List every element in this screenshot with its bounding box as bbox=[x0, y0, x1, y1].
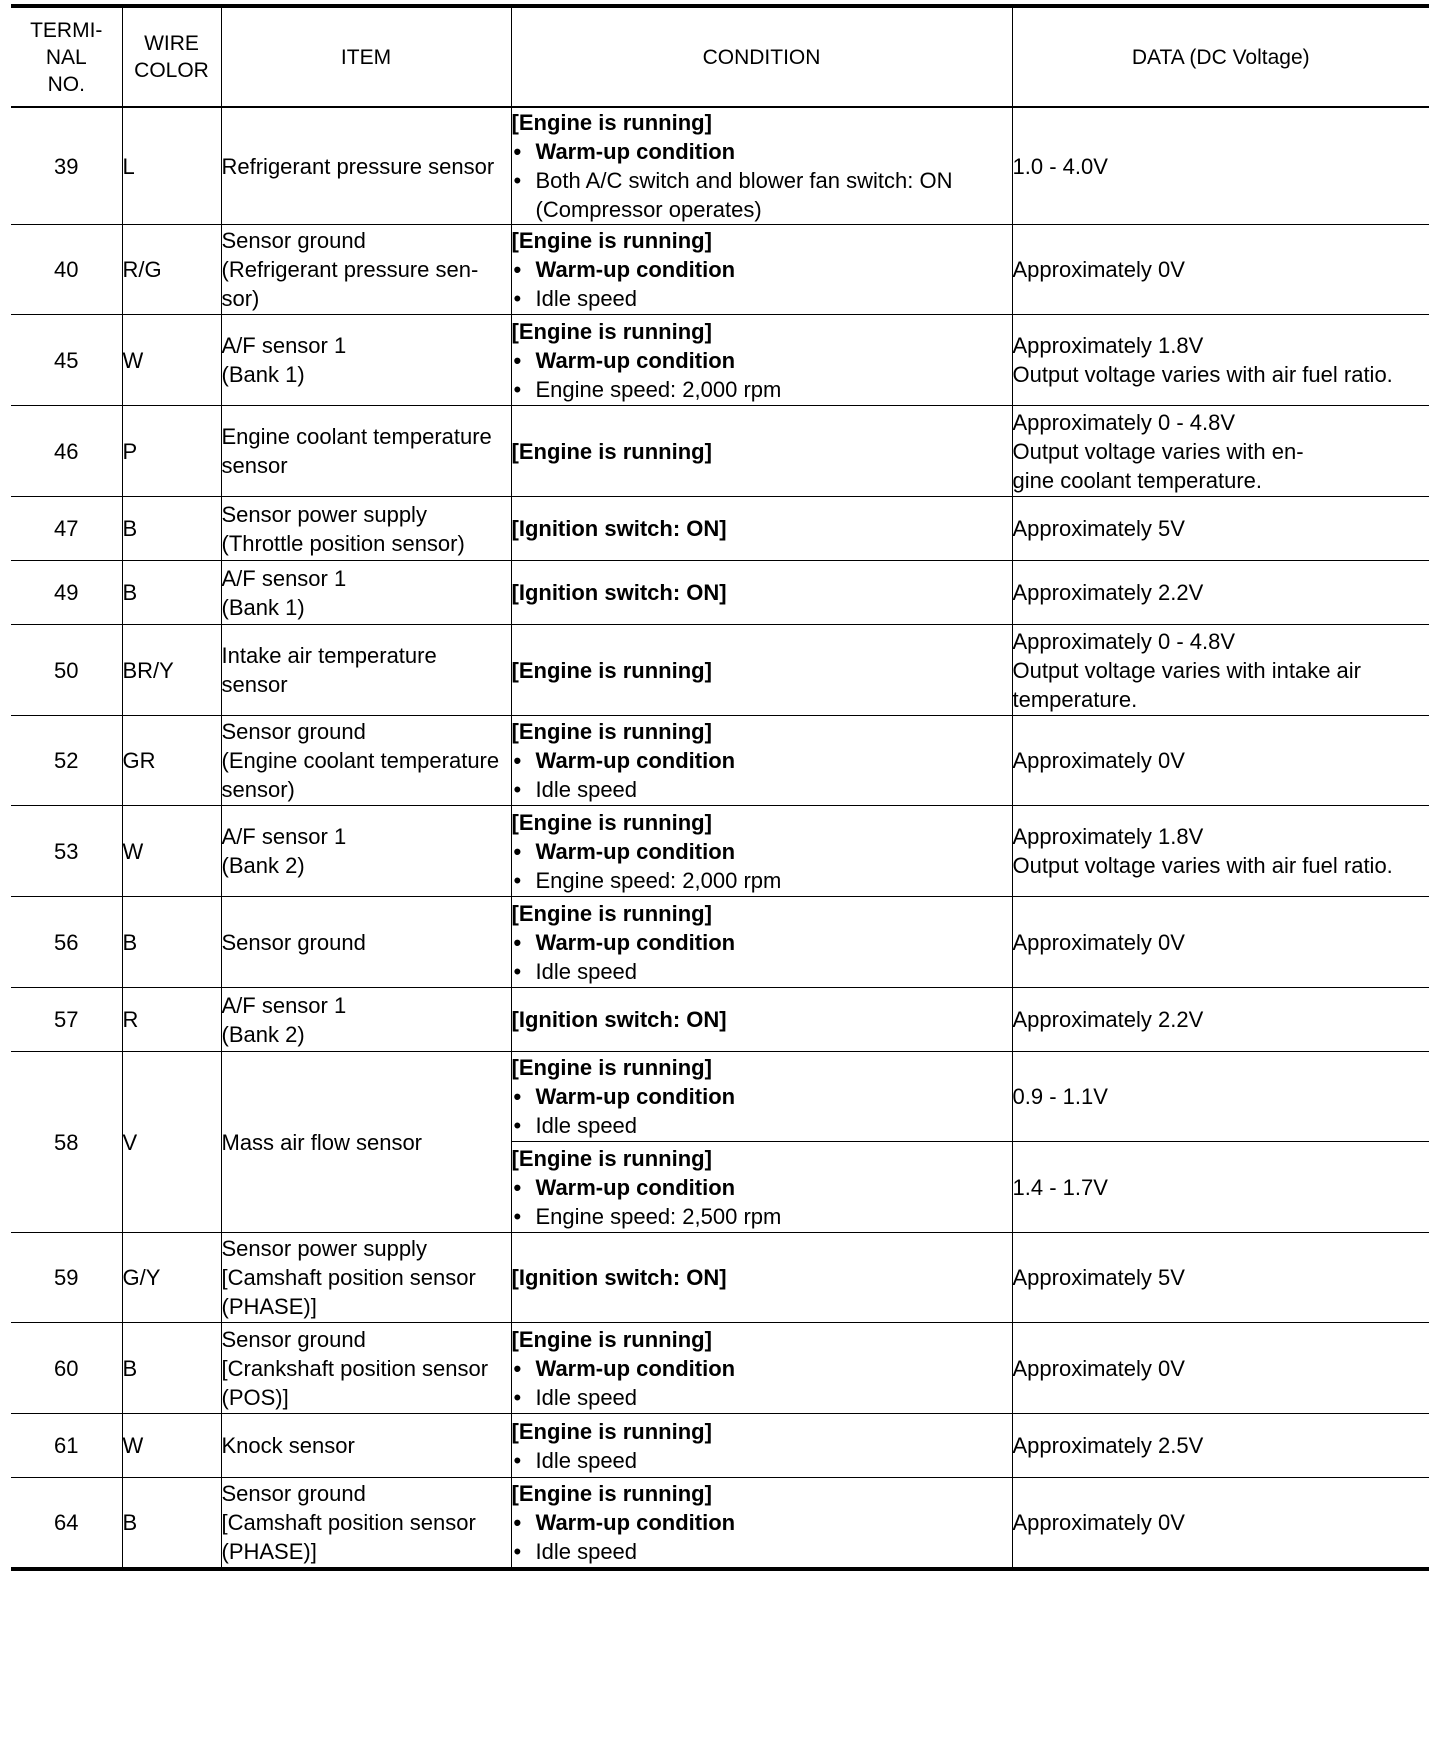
item-line: (Throttle position sensor) bbox=[221, 530, 465, 556]
data-cell bbox=[1012, 225, 1429, 315]
condition-bullet: • Idle speed bbox=[512, 1111, 1012, 1140]
condition-bullet: • Idle speed bbox=[512, 1383, 1012, 1412]
terminal-no-cell: 64 bbox=[11, 1478, 122, 1569]
condition-header: [Engine is running] bbox=[511, 900, 712, 926]
data-line: Approximately 5V bbox=[1012, 1265, 1185, 1290]
data-cell bbox=[1012, 1233, 1429, 1323]
data-line: Approximately 1.8V bbox=[1012, 824, 1204, 849]
data-cell bbox=[1012, 806, 1429, 897]
condition-cell bbox=[511, 225, 1012, 315]
wire-color-cell: P bbox=[122, 406, 221, 497]
terminal-no-cell: 49 bbox=[11, 561, 122, 625]
condition-cell bbox=[511, 716, 1012, 806]
condition-bullet: • Engine speed: 2,000 rpm bbox=[512, 375, 1012, 404]
condition-cell bbox=[511, 1052, 1012, 1142]
terminal-data-table bbox=[11, 4, 1429, 1571]
terminal-no-cell: 46 bbox=[11, 406, 122, 497]
condition-header: [Engine is running] bbox=[511, 438, 712, 464]
condition-header: [Engine is running] bbox=[511, 1480, 712, 1506]
item-line: A/F sensor 1 bbox=[221, 565, 347, 591]
wire-color-cell: B bbox=[122, 1478, 221, 1569]
item-cell bbox=[221, 225, 511, 315]
wire-color-cell: W bbox=[122, 315, 221, 406]
wire-color-cell: BR/Y bbox=[122, 625, 221, 716]
condition-bullet: • Warm-up condition bbox=[512, 137, 1012, 166]
condition-cell bbox=[511, 315, 1012, 406]
data-line: Approximately 5V bbox=[1012, 516, 1185, 541]
item-line: (Refrigerant pressure sen- bbox=[221, 257, 479, 282]
table-row bbox=[11, 225, 1429, 315]
condition-header: [Ignition switch: ON] bbox=[511, 580, 727, 605]
item-cell bbox=[221, 988, 511, 1052]
item-line: Intake air temperature bbox=[221, 643, 437, 668]
condition-header: [Engine is running] bbox=[511, 1055, 712, 1080]
item-line: Sensor ground bbox=[221, 1480, 366, 1506]
data-cell bbox=[1012, 497, 1429, 561]
terminal-no-cell: 56 bbox=[11, 897, 122, 988]
data-line: Output voltage varies with en- bbox=[1012, 438, 1304, 464]
condition-cell bbox=[511, 1233, 1012, 1323]
table-row bbox=[11, 1414, 1429, 1478]
terminal-no-cell: 40 bbox=[11, 225, 122, 315]
condition-cell bbox=[511, 497, 1012, 561]
data-line: 0.9 - 1.1V bbox=[1012, 1084, 1108, 1109]
table-row bbox=[11, 406, 1429, 497]
item-line: A/F sensor 1 bbox=[221, 992, 347, 1018]
condition-bullet: • Idle speed bbox=[512, 284, 1012, 313]
item-line: (Bank 1) bbox=[221, 594, 305, 620]
table-row bbox=[11, 625, 1429, 716]
condition-bullet: • Warm-up condition bbox=[512, 346, 1012, 375]
wire-color-cell: B bbox=[122, 1323, 221, 1414]
condition-bullet: • Idle speed bbox=[512, 1446, 1012, 1475]
item-cell bbox=[221, 1414, 511, 1478]
data-cell bbox=[1012, 1478, 1429, 1569]
data-cell bbox=[1012, 1414, 1429, 1478]
data-line: Approximately 2.5V bbox=[1012, 1433, 1204, 1458]
terminal-no-cell: 59 bbox=[11, 1233, 122, 1323]
item-line: Sensor ground bbox=[221, 1326, 366, 1352]
header-item: ITEM bbox=[221, 6, 511, 107]
data-cell bbox=[1012, 315, 1429, 406]
item-line: Sensor ground bbox=[221, 929, 366, 955]
condition-bullet: • Idle speed bbox=[512, 1537, 1012, 1566]
wire-color-cell: L bbox=[122, 107, 221, 225]
wire-color-cell: W bbox=[122, 1414, 221, 1478]
wire-color-cell: G/Y bbox=[122, 1233, 221, 1323]
condition-cell bbox=[511, 806, 1012, 897]
table-row bbox=[11, 497, 1429, 561]
condition-header: [Ignition switch: ON] bbox=[511, 1265, 727, 1290]
item-line: A/F sensor 1 bbox=[221, 824, 347, 849]
data-line: Approximately 0V bbox=[1012, 1355, 1185, 1381]
table-row bbox=[11, 1233, 1429, 1323]
header-wire-color: WIRE COLOR bbox=[122, 6, 221, 107]
item-line: sensor bbox=[221, 453, 288, 478]
data-line: Approximately 2.2V bbox=[1012, 1007, 1204, 1032]
terminal-no-cell: 47 bbox=[11, 497, 122, 561]
condition-cell bbox=[511, 1414, 1012, 1478]
item-cell bbox=[221, 625, 511, 716]
condition-bullet: • Warm-up condition bbox=[512, 255, 1012, 284]
condition-header: [Engine is running] bbox=[511, 719, 712, 744]
data-line: Approximately 0 - 4.8V bbox=[1012, 409, 1236, 435]
wire-color-cell: R bbox=[122, 988, 221, 1052]
wire-color-cell: B bbox=[122, 897, 221, 988]
item-cell bbox=[221, 1233, 511, 1323]
condition-cell bbox=[511, 1478, 1012, 1569]
data-line: Output voltage varies with air fuel ratio. bbox=[1012, 362, 1393, 387]
item-line: (Engine coolant temperature bbox=[221, 748, 500, 773]
item-line: Refrigerant pressure sensor bbox=[221, 153, 495, 179]
item-line: Mass air flow sensor bbox=[221, 1129, 423, 1155]
data-line: Approximately 0V bbox=[1012, 929, 1185, 955]
data-line: gine coolant temperature. bbox=[1012, 467, 1262, 493]
item-line: Knock sensor bbox=[221, 1433, 355, 1458]
wire-color-cell: W bbox=[122, 806, 221, 897]
data-line: Approximately 0V bbox=[1012, 1509, 1185, 1535]
data-line: Output voltage varies with intake air temperature. bbox=[1012, 657, 1362, 712]
data-cell bbox=[1012, 1052, 1429, 1142]
condition-bullet: • Idle speed bbox=[512, 775, 1012, 804]
item-cell bbox=[221, 107, 511, 225]
terminal-no-cell: 58 bbox=[11, 1052, 122, 1233]
data-cell bbox=[1012, 1323, 1429, 1414]
item-cell bbox=[221, 315, 511, 406]
item-line: (Bank 2) bbox=[221, 1021, 305, 1047]
table-row bbox=[11, 561, 1429, 625]
item-cell bbox=[221, 806, 511, 897]
condition-cell bbox=[511, 107, 1012, 225]
item-line: (PHASE)] bbox=[221, 1294, 317, 1319]
terminal-no-cell: 60 bbox=[11, 1323, 122, 1414]
condition-header: [Engine is running] bbox=[511, 1418, 712, 1444]
condition-cell bbox=[511, 406, 1012, 497]
data-line: Approximately 2.2V bbox=[1012, 580, 1204, 605]
condition-cell bbox=[511, 988, 1012, 1052]
item-line: Engine coolant temperature bbox=[221, 424, 492, 449]
item-cell bbox=[221, 1052, 511, 1233]
data-cell bbox=[1012, 561, 1429, 625]
wire-color-cell: GR bbox=[122, 716, 221, 806]
condition-header: [Engine is running] bbox=[511, 228, 712, 253]
condition-cell bbox=[511, 1323, 1012, 1414]
condition-bullet: • Warm-up condition bbox=[512, 1082, 1012, 1111]
data-cell bbox=[1012, 1142, 1429, 1233]
item-line: [Crankshaft position sensor bbox=[221, 1355, 489, 1381]
condition-header: [Engine is running] bbox=[511, 110, 712, 135]
data-line: 1.4 - 1.7V bbox=[1012, 1174, 1108, 1200]
item-cell bbox=[221, 1323, 511, 1414]
item-line: [Camshaft position sensor bbox=[221, 1509, 476, 1535]
terminal-no-cell: 45 bbox=[11, 315, 122, 406]
header-terminal-no: TERMI- NAL NO. bbox=[11, 6, 122, 107]
wire-color-cell: B bbox=[122, 497, 221, 561]
condition-header: [Engine is running] bbox=[511, 1326, 712, 1352]
data-line: Approximately 0V bbox=[1012, 257, 1185, 282]
terminal-no-cell: 61 bbox=[11, 1414, 122, 1478]
item-line: A/F sensor 1 bbox=[221, 333, 347, 358]
condition-bullet: • Warm-up condition bbox=[512, 1508, 1012, 1537]
header-condition: CONDITION bbox=[511, 6, 1012, 107]
terminal-no-cell: 52 bbox=[11, 716, 122, 806]
item-line: (Bank 1) bbox=[221, 362, 305, 387]
table-row bbox=[11, 806, 1429, 897]
item-cell bbox=[221, 406, 511, 497]
item-cell bbox=[221, 497, 511, 561]
item-line: Sensor ground bbox=[221, 719, 366, 744]
condition-bullet: • Both A/C switch and blower fan switch: ON (Compressor operates) bbox=[512, 166, 1012, 224]
condition-cell bbox=[511, 625, 1012, 716]
item-line: sensor) bbox=[221, 777, 295, 802]
data-cell bbox=[1012, 107, 1429, 225]
condition-cell bbox=[511, 561, 1012, 625]
item-line: Sensor ground bbox=[221, 228, 366, 253]
item-line: (Bank 2) bbox=[221, 853, 305, 878]
table-row bbox=[11, 107, 1429, 225]
condition-bullet: • Warm-up condition bbox=[512, 746, 1012, 775]
condition-cell bbox=[511, 897, 1012, 988]
condition-header: [Engine is running] bbox=[511, 657, 712, 683]
header-data: DATA (DC Voltage) bbox=[1012, 6, 1429, 107]
item-line: (PHASE)] bbox=[221, 1538, 317, 1564]
item-cell bbox=[221, 716, 511, 806]
terminal-no-cell: 39 bbox=[11, 107, 122, 225]
data-line: Approximately 0 - 4.8V bbox=[1012, 628, 1236, 654]
table-row bbox=[11, 988, 1429, 1052]
item-cell bbox=[221, 561, 511, 625]
condition-header: [Ignition switch: ON] bbox=[511, 516, 727, 541]
table-row bbox=[11, 897, 1429, 988]
condition-header: [Engine is running] bbox=[511, 809, 712, 835]
data-cell bbox=[1012, 716, 1429, 806]
condition-bullet: • Warm-up condition bbox=[512, 928, 1012, 957]
condition-bullet: • Warm-up condition bbox=[512, 837, 1012, 866]
table-row bbox=[11, 1323, 1429, 1414]
data-line: Output voltage varies with air fuel ratio. bbox=[1012, 853, 1393, 878]
terminal-no-cell: 57 bbox=[11, 988, 122, 1052]
wire-color-cell: V bbox=[122, 1052, 221, 1233]
item-line: sor) bbox=[221, 286, 260, 311]
wire-color-cell: B bbox=[122, 561, 221, 625]
data-cell bbox=[1012, 406, 1429, 497]
table-row bbox=[11, 1478, 1429, 1569]
table-row bbox=[11, 1052, 1429, 1142]
data-line: Approximately 0V bbox=[1012, 748, 1185, 773]
item-cell bbox=[221, 897, 511, 988]
condition-header: [Engine is running] bbox=[511, 1145, 712, 1171]
item-line: Sensor power supply bbox=[221, 501, 427, 527]
table-header-row bbox=[11, 6, 1429, 107]
item-line: sensor bbox=[221, 672, 288, 697]
item-cell bbox=[221, 1478, 511, 1569]
data-cell bbox=[1012, 897, 1429, 988]
condition-bullet: • Engine speed: 2,500 rpm bbox=[512, 1202, 1012, 1231]
condition-header: [Engine is running] bbox=[511, 318, 712, 344]
data-cell bbox=[1012, 988, 1429, 1052]
item-line: (POS)] bbox=[221, 1384, 289, 1410]
item-line: [Camshaft position sensor bbox=[221, 1265, 476, 1290]
data-cell bbox=[1012, 625, 1429, 716]
condition-header: [Ignition switch: ON] bbox=[511, 1007, 727, 1032]
condition-cell bbox=[511, 1142, 1012, 1233]
condition-bullet: • Idle speed bbox=[512, 957, 1012, 986]
condition-bullet: • Warm-up condition bbox=[512, 1173, 1012, 1202]
terminal-no-cell: 50 bbox=[11, 625, 122, 716]
table-row bbox=[11, 315, 1429, 406]
table-row bbox=[11, 716, 1429, 806]
condition-bullet: • Engine speed: 2,000 rpm bbox=[512, 866, 1012, 895]
item-line: Sensor power supply bbox=[221, 1236, 427, 1261]
data-line: Approximately 1.8V bbox=[1012, 333, 1204, 358]
data-line: 1.0 - 4.0V bbox=[1012, 153, 1108, 179]
condition-bullet: • Warm-up condition bbox=[512, 1354, 1012, 1383]
wire-color-cell: R/G bbox=[122, 225, 221, 315]
terminal-no-cell: 53 bbox=[11, 806, 122, 897]
